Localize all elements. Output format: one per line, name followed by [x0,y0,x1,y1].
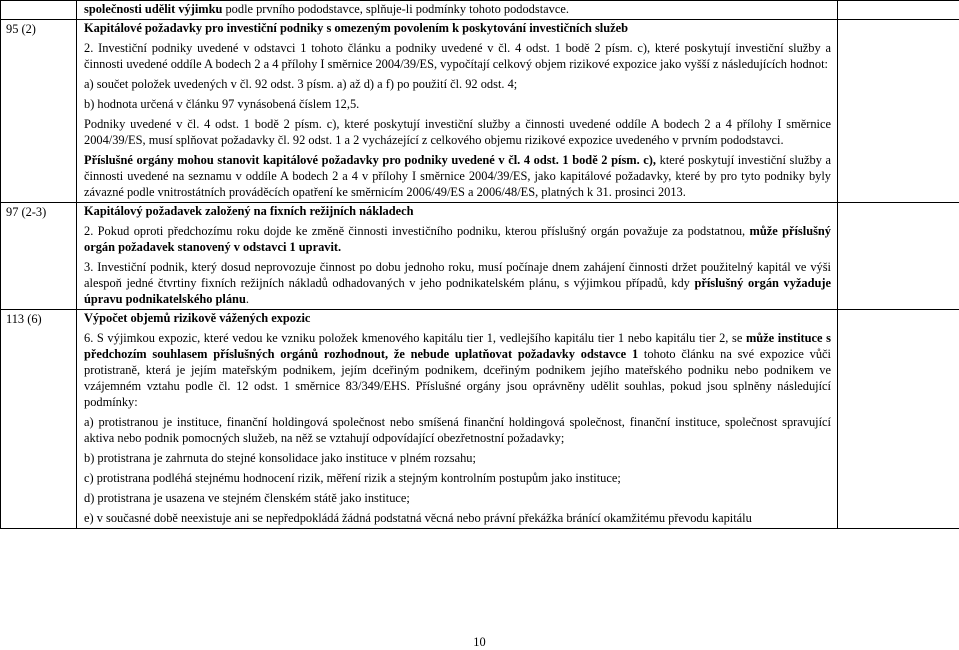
bold-text-run: příslušný orgán vyžaduje úpravu podnikatelského plánu [84,276,831,306]
text-run: 2. Pokud oproti předchozímu roku dojde ke změně činnosti investičního podniku, kterou příslušný orgán považuje za podstatnou, [84,224,750,238]
table-row [1,1,959,20]
paragraph [84,490,831,506]
paragraph [84,40,831,72]
table-row [1,203,959,310]
bold-text-run: Kapitálový požadavek založený na fixních režijních nákladech [84,204,414,218]
article-number: 97 (2-3) [1,203,77,310]
table-row [1,310,959,529]
text-run: . [245,292,249,306]
article-text [77,20,838,203]
notes-cell [838,310,959,529]
paragraph [84,450,831,466]
table-row [1,20,959,203]
paragraph [84,330,831,410]
notes-cell [838,1,959,20]
paragraph [84,223,831,255]
text-run: c) protistrana podléhá stejnému hodnocení rizik, měření rizik a stejným kontrolním postupům jako instituce; [84,471,621,485]
text-run: b) hodnota určená v článku 97 vynásobená číslem 12,5. [84,97,360,111]
text-run: 3. Investiční podnik, který dosud neprovozuje činnost po dobu jednoho roku, musí počínaje dnem zahájení činnosti držet použitelný kapitál ve výši alespoň jedné čtvrtiny fixních režijních nákladů odhadovaných v jeho podnikatelském plánu, s výjimkou případů, kdy [84,260,831,290]
paragraph [84,76,831,92]
bold-text-run: Kapitálové požadavky pro investiční podniky s omezeným povolením k poskytování investičních služeb [84,21,628,35]
article-number [1,1,77,20]
bold-text-run: Výpočet objemů rizikově vážených expozic [84,311,311,325]
paragraph [84,510,831,526]
bold-text-run: společnosti udělit výjimku [84,2,223,16]
text-run: d) protistrana je usazena ve stejném členském státě jako instituce; [84,491,410,505]
article-number: 95 (2) [1,20,77,203]
paragraph [84,203,831,219]
text-run: a) součet položek uvedených v čl. 92 odst. 3 písm. a) až d) a f) po použití čl. 92 odst. 4; [84,77,518,91]
paragraph [84,310,831,326]
article-number: 113 (6) [1,310,77,529]
article-text [77,203,838,310]
bold-text-run: Příslušné orgány mohou stanovit kapitálové požadavky pro podniky uvedené v čl. 4 odst. 1 bodě 2 písm. c), [84,153,657,167]
text-run: b) protistrana je zahrnuta do stejné konsolidace jako instituce v plném rozsahu; [84,451,476,465]
text-run: 6. S výjimkou expozic, které vedou ke vzniku položek kmenového kapitálu tier 1, vedlejšího kapitálu tier 1 nebo kapitálu tier 2, se [84,331,746,345]
text-run: Podniky uvedené v čl. 4 odst. 1 bodě 2 písm. c), které poskytují investiční služby a činnosti uvedené oddíle A bodech 2 a 4 přílohy I směrnice 2004/39/ES, musí splňovat požadavky čl. 92 odst. 1 a 2 vycházející z celkového objemu rizikové expozice uvedeného v prvním pododstavci. [84,117,831,147]
paragraph [84,20,831,36]
paragraph [84,116,831,148]
text-run: e) v současné době neexistuje ani se nepředpokládá žádná podstatná věcná nebo právní překážka bránící okamžitému převodu kapitálu [84,511,752,525]
paragraph [84,470,831,486]
article-text [77,1,838,20]
text-run: tohoto článku na své expozice vůči protistraně, která je jejím mateřským podnikem, jejím dceřiným podnikem, dceřiným podnikem jejího mateřského podniku nebo podnikem ve vzájemném vztahu podle čl. 12 odst. 1 směrnice 83/349/EHS. Příslušné orgány jsou oprávněny udělit souhlas, pokud jsou splněny následující podmínky: [84,347,831,409]
page-number: 10 [473,635,486,649]
text-run: podle prvního pododstavce, splňuje-li podmínky tohoto pododstavce. [222,2,569,16]
notes-cell [838,203,959,310]
text-run: které poskytují investiční služby a činnosti uvedené na seznamu v oddíle A bodech 2 a 4 v přílohy I směrnice 2004/39/ES, jako kapitálové požadavky, které by pro tyto podniky byly závazné podle vnitrostátních prováděcích opatření ke směrnicím 2006/49/ES a 2006/48/ES, platných k 31. prosinci 2013. [84,153,832,199]
notes-cell [838,20,959,203]
text-run: 2. Investiční podniky uvedené v odstavci 1 tohoto článku a podniky uvedené v čl. 4 odst. 1 bodě 2 písm. c), které poskytují investiční služby a činnosti uvedené oddíle A bodech 2 a 4 přílohy I směrnice 2004/39/ES, vypočítají celkový objem rizikové expozice jako vyšší z následujících hodnot: [84,41,831,71]
paragraph [84,259,831,307]
paragraph [84,1,831,17]
bold-text-run: může instituce s předchozím souhlasem příslušných orgánů rozhodnout, že nebude uplatňovat požadavky odstavce 1 [84,331,831,361]
text-run: a) protistranou je instituce, finanční holdingová společnost nebo smíšená finanční holdingová společnost, finanční instituce, společnost spravující aktiva nebo podnik pomocných služeb, na něž se vztahují odpovídající obezřetnostní požadavky; [84,415,831,445]
article-text [77,310,838,529]
paragraph [84,96,831,112]
paragraph [84,152,831,200]
paragraph [84,414,831,446]
bold-text-run: může příslušný orgán požadavek stanovený v odstavci 1 upravit. [84,224,831,254]
